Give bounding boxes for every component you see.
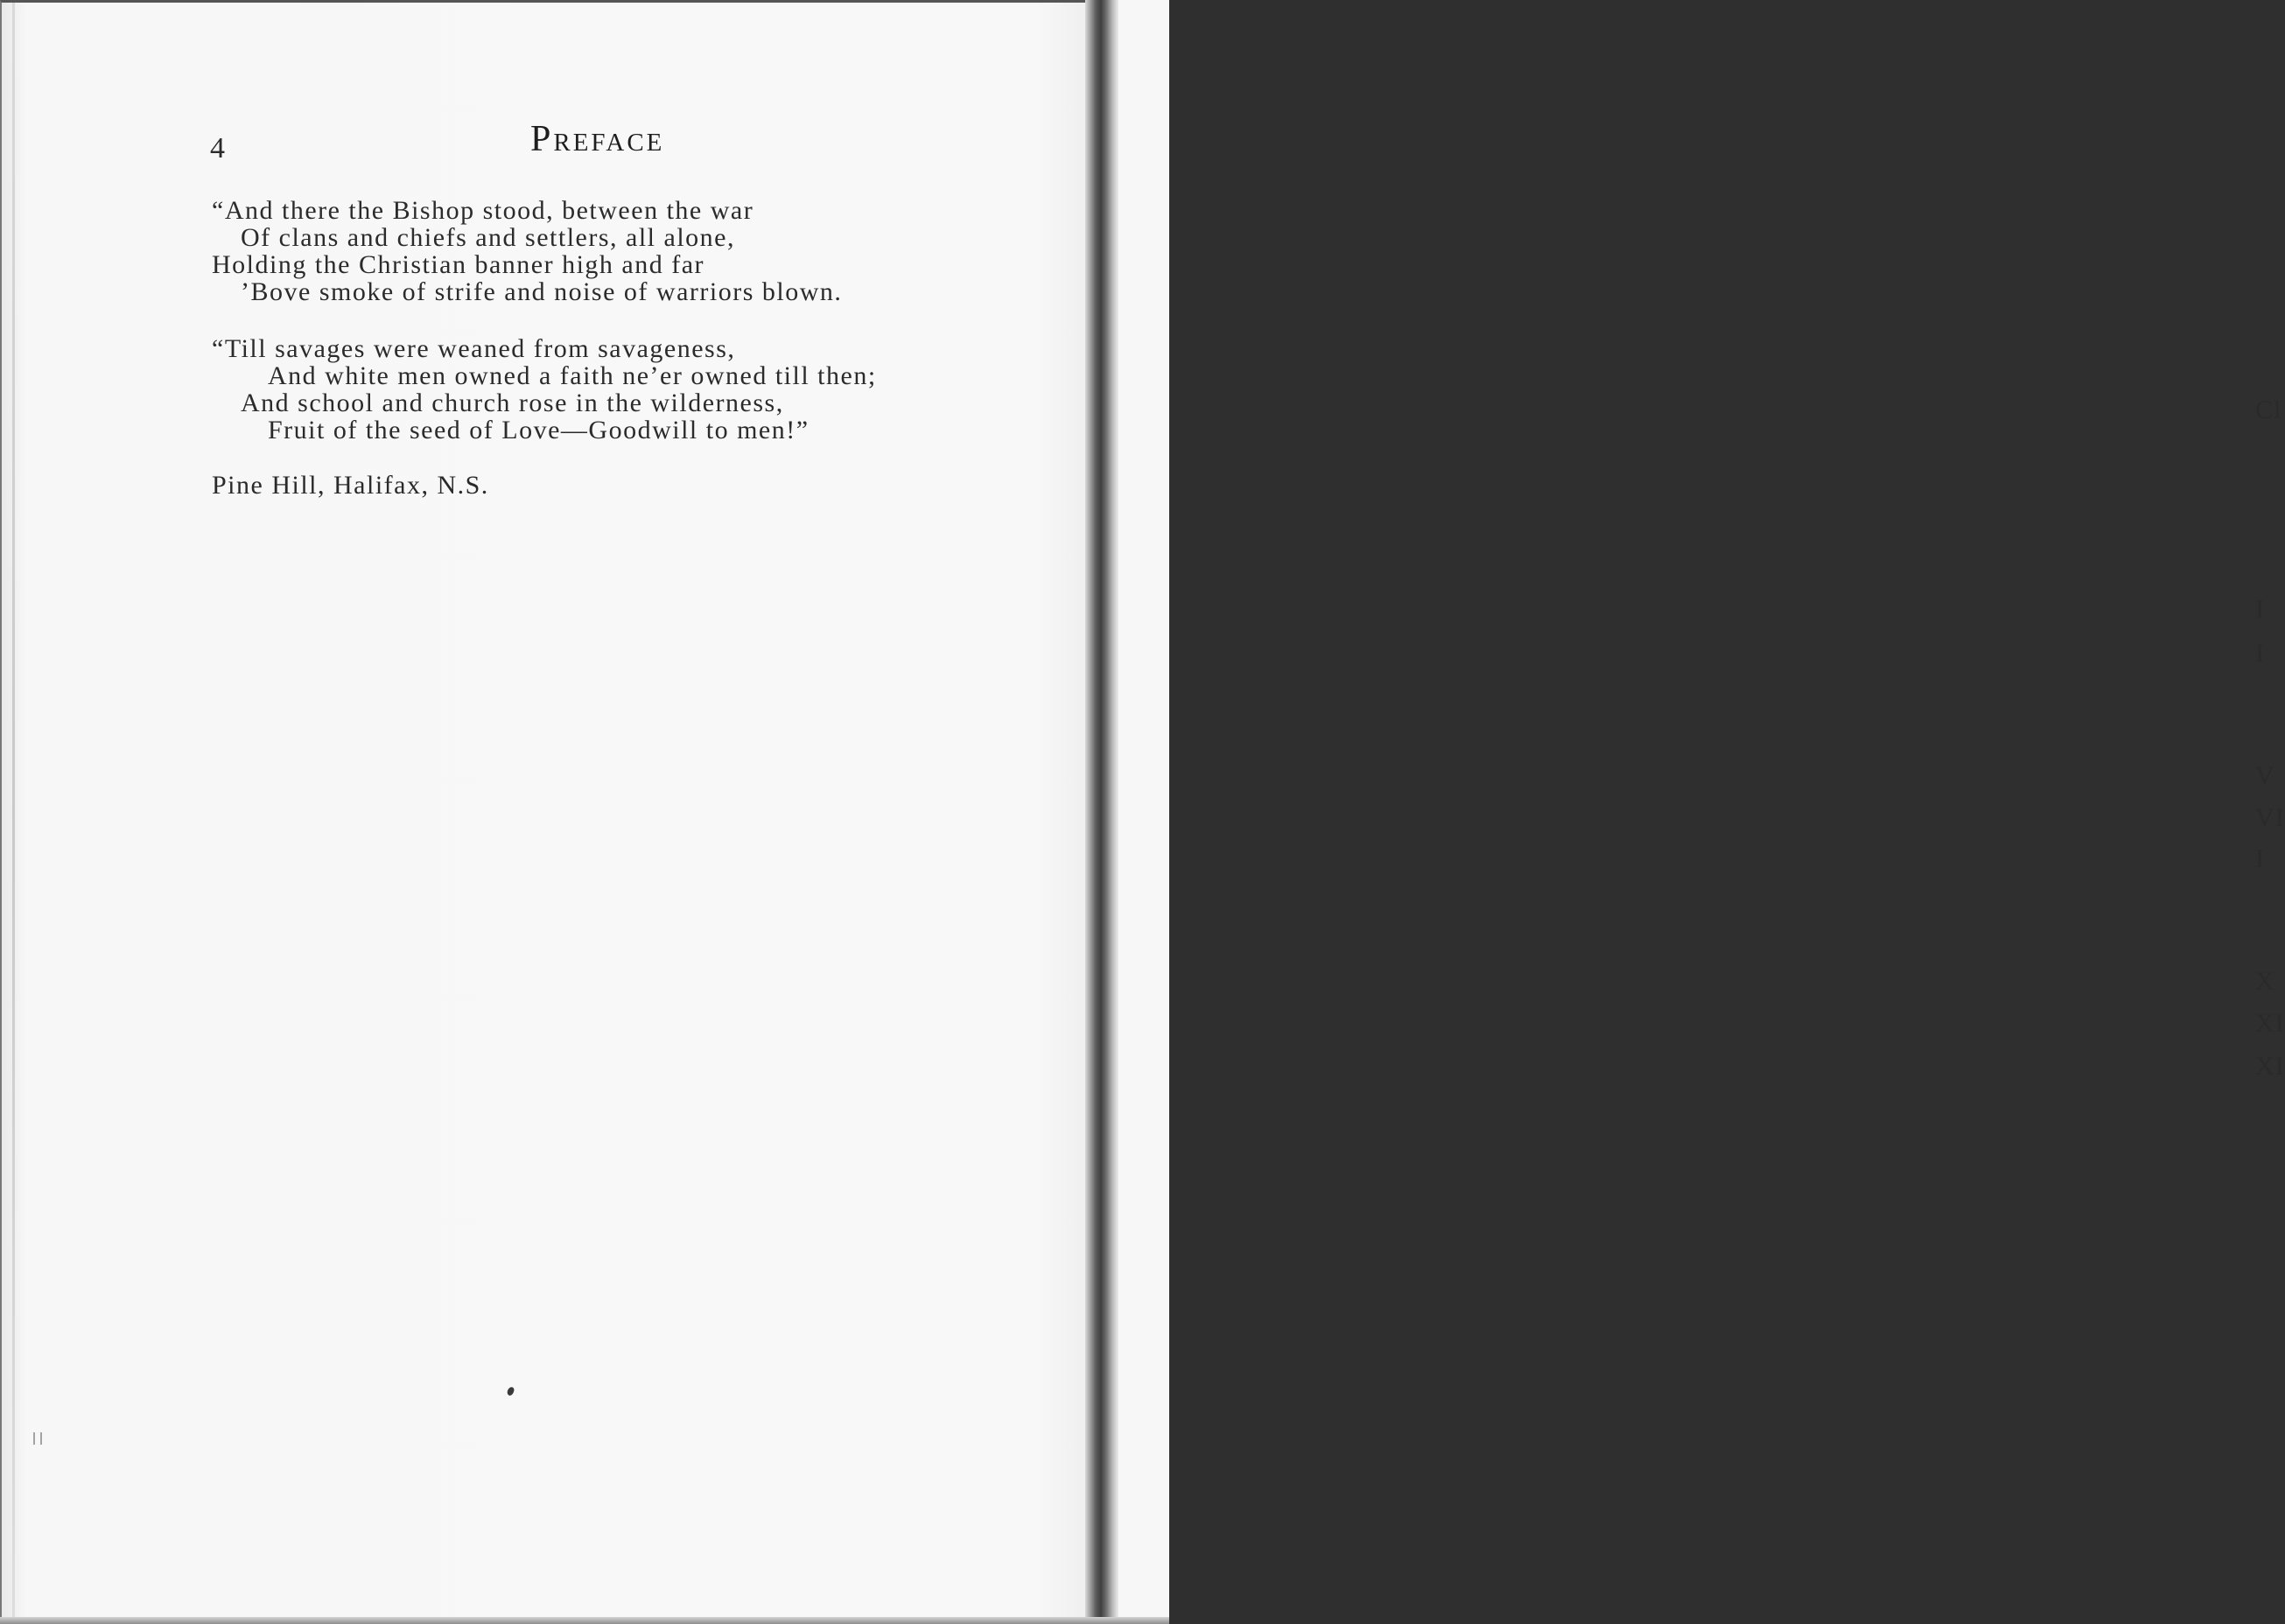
facing-page-fragment: XI (2255, 1052, 2285, 1081)
poem-stanza (212, 197, 1017, 305)
facing-page-fragment: V (2255, 761, 2275, 790)
page-bottom-edge (0, 1617, 1169, 1624)
preface-location: Pine Hill, Halifax, N.S. (212, 471, 489, 500)
page-number: 4 (210, 132, 226, 164)
facing-page-fragment: XI (2255, 1009, 2285, 1038)
poem-line: Of clans and chiefs and settlers, all alone, (241, 223, 735, 252)
facing-page-fragment: I (2255, 595, 2265, 624)
poem-line: “Till savages were weaned from savageness, (212, 334, 736, 363)
right-page-edge (1118, 0, 2285, 1624)
poem-stanza (212, 335, 1017, 444)
facing-page-fragment: I (2255, 844, 2265, 873)
poem-line: And white men owned a faith ne’er owned till then; (268, 361, 877, 390)
facing-page-fragment: X (2255, 967, 2275, 996)
facing-page-fragment: I (2255, 639, 2265, 668)
poem-line: “And there the Bishop stood, between the war (212, 196, 754, 225)
poem-line: ’Bove smoke of strife and noise of warriors blown. (241, 277, 843, 306)
left-page (0, 0, 1085, 1624)
running-head-title: Preface (530, 119, 665, 159)
facing-page-fragment: VI (2255, 803, 2285, 832)
facing-page-fragment: Cl (2255, 396, 2282, 424)
poem-line: Fruit of the seed of Love—Goodwill to men!” (268, 416, 810, 444)
poem-line: And school and church rose in the wilderness, (241, 388, 784, 417)
book-gutter (1085, 0, 1118, 1624)
poem-block (212, 197, 1017, 473)
poem-line: Holding the Christian banner high and far (212, 250, 705, 279)
margin-mark (33, 1432, 42, 1445)
ink-speck (506, 1386, 515, 1396)
